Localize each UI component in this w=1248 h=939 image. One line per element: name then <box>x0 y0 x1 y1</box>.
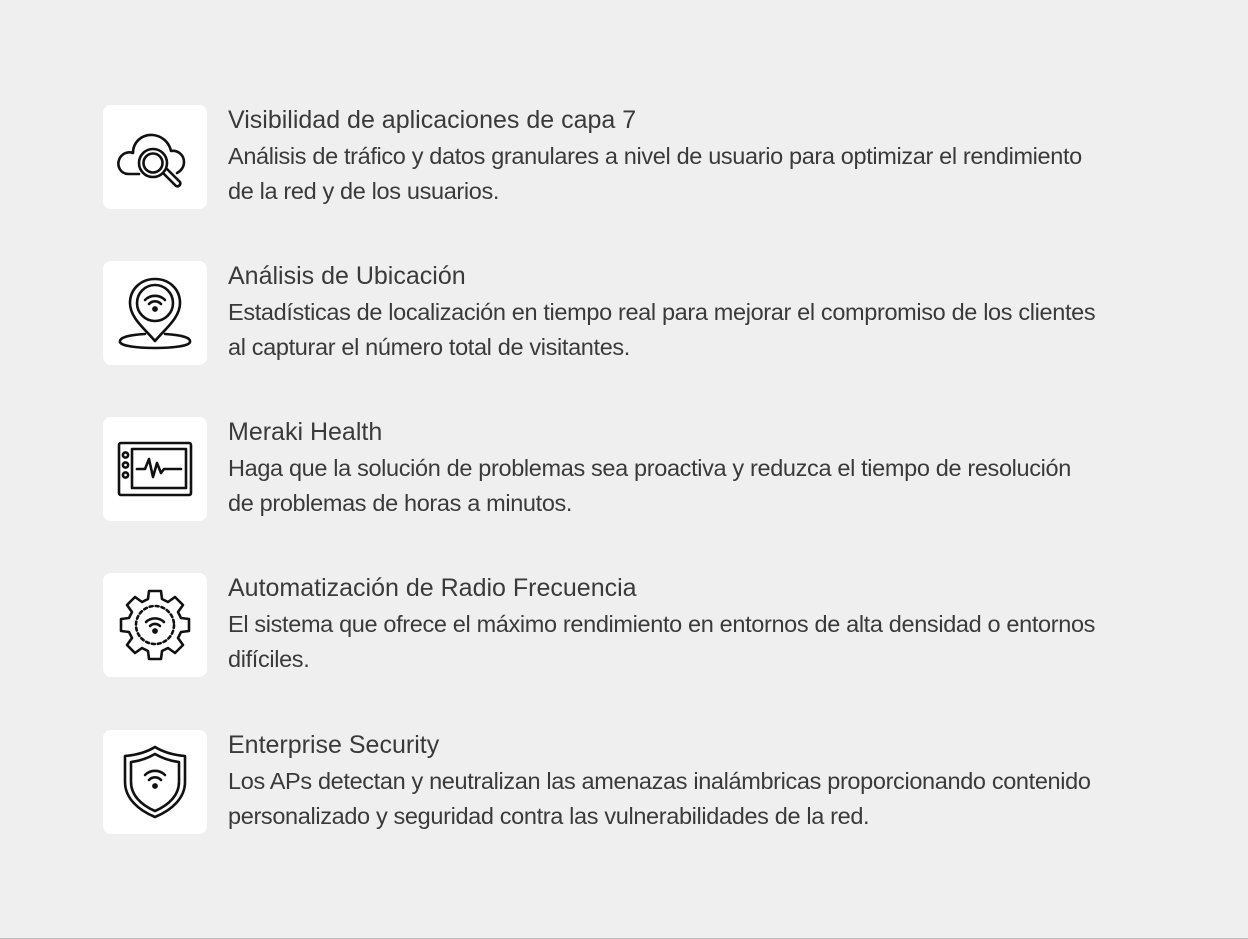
feature-item-meraki-health <box>103 417 1103 523</box>
feature-title: Visibilidad de aplicaciones de capa 7 <box>228 106 637 134</box>
feature-description: El sistema que ofrece el máximo rendimiento en entornos de alta densidad o entornos difíciles. <box>228 611 1096 672</box>
feature-text <box>228 261 1098 365</box>
feature-title: Análisis de Ubicación <box>228 262 466 290</box>
feature-item-rf-automation <box>103 573 1103 679</box>
feature-text <box>228 105 1098 209</box>
feature-item-app-visibility <box>103 105 1103 211</box>
health-monitor-icon <box>103 417 207 521</box>
feature-title: Automatización de Radio Frecuencia <box>228 574 637 602</box>
feature-title: Meraki Health <box>228 418 383 446</box>
feature-item-location-analytics <box>103 261 1103 367</box>
location-wifi-icon <box>103 261 207 365</box>
cloud-search-icon <box>103 105 207 209</box>
feature-description: Estadísticas de localización en tiempo real para mejorar el compromiso de los clientes al capturar el número total de visitantes. <box>228 299 1096 360</box>
feature-text <box>228 573 1098 677</box>
shield-wifi-icon <box>103 730 207 834</box>
feature-description: Los APs detectan y neutralizan las amenazas inalámbricas proporcionando contenido personalizado y seguridad contra las vulnerabilidades de la red. <box>228 768 1091 829</box>
gear-wifi-icon <box>103 573 207 677</box>
feature-item-enterprise-security <box>103 730 1103 836</box>
feature-description: Análisis de tráfico y datos granulares a nivel de usuario para optimizar el rendimiento de la red y de los usuarios. <box>228 143 1082 204</box>
feature-text <box>228 730 1098 834</box>
feature-title: Enterprise Security <box>228 731 440 759</box>
feature-text <box>228 417 1098 521</box>
feature-description: Haga que la solución de problemas sea proactiva y reduzca el tiempo de resolución de problemas de horas a minutos. <box>228 455 1071 516</box>
